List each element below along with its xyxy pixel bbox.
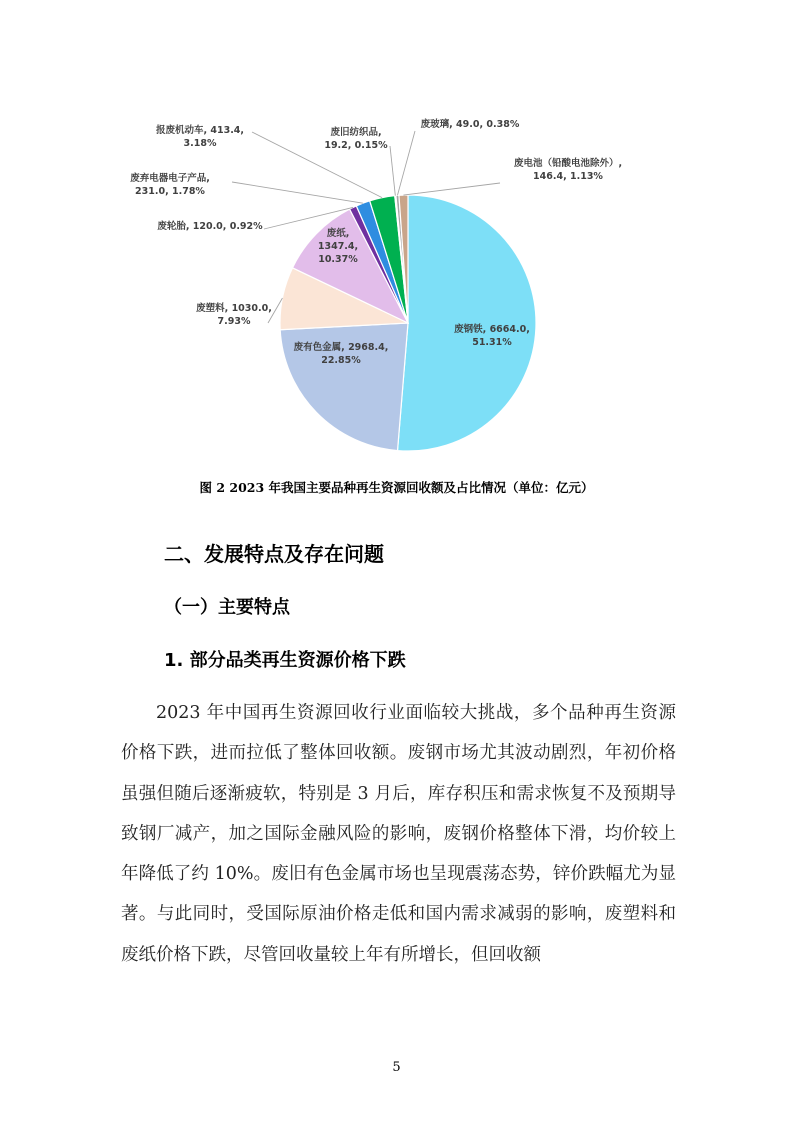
figure-caption: 图 2 2023 年我国主要品种再生资源回收额及占比情况（单位：亿元） <box>199 480 594 495</box>
leader-line-8 <box>390 146 395 196</box>
slice-label-3: 废塑料, 1030.0, 7.93% <box>196 303 272 327</box>
slice-label-6: 废弃电器电子产品, 231.0, 1.78% <box>130 173 210 197</box>
leader-line-6 <box>232 182 363 203</box>
pie-chart <box>0 100 793 470</box>
slice-label-5: 废轮胎, 120.0, 0.92% <box>157 221 263 232</box>
slice-label-7: 报废机动车, 413.4, 3.18% <box>155 125 245 149</box>
slice-label-1: 废钢铁, 6664.0, 51.31% <box>454 324 530 348</box>
leader-line-9 <box>397 131 415 195</box>
slice-label-4: 废纸, 1347.4, 10.37% <box>317 228 359 265</box>
leader-line-10 <box>403 183 500 195</box>
slice-label-10: 废电池（铅酸电池除外）, 146.4, 1.13% <box>513 158 623 182</box>
pie-slice-1 <box>398 195 536 451</box>
item-title: 1. 部分品类再生资源价格下跌 <box>164 650 406 671</box>
section-title: 二、发展特点及存在问题 <box>164 542 384 566</box>
slice-label-9: 废玻璃, 49.0, 0.38% <box>420 119 520 130</box>
subsection-title: （一）主要特点 <box>164 597 290 618</box>
slice-label-8: 废旧纺织品, 19.2, 0.15% <box>324 127 388 151</box>
body-paragraph: 2023 年中国再生资源回收行业面临较大挑战，多个品种再生资源价格下跌，进而拉低了整体回收额。废钢市场尤其波动剧烈，年初价格虽强但随后逐渐疲软，特别是 3 月后，库存积压和需求恢复不及预期导致钢厂减产，加之国际金融风险的影响，废钢价格整体下滑，均价较上年降低了约 10%。废旧有色金属市场也呈现震荡态势，锌价跌幅尤为显著。与此同时，受国际原油价格走低和国内需求减弱的影响，废塑料和废纸价格下跌，尽管回收量较上年有所增长，但回收额 <box>121 703 676 965</box>
slice-label-2: 废有色金属, 2968.4, 22.85% <box>293 342 389 366</box>
page-number: 5 <box>392 1060 401 1075</box>
